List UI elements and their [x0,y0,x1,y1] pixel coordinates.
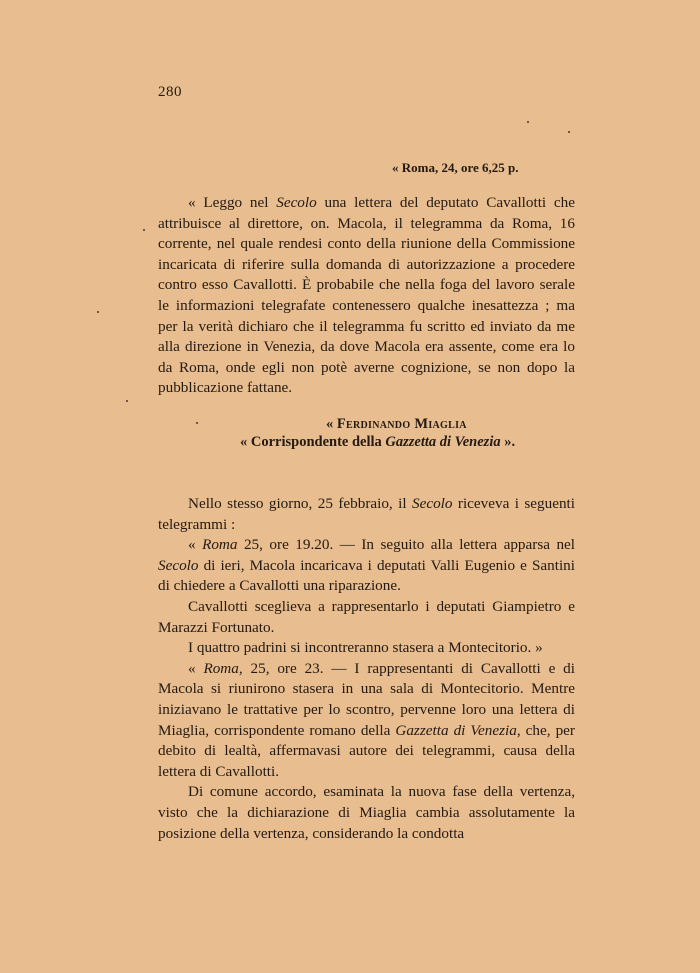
scan-speck [568,131,570,133]
letter-open: « Leggo nel [188,194,277,211]
paragraph-5 [158,659,575,783]
p1-before: Nello stesso giorno, 25 febbraio, il [188,495,412,512]
p5-after: , che, per debito di lealtà, affermavasi autore dei telegrammi, causa della lettera di Cavallotti. [158,721,575,780]
p5-gazzetta: Gazzetta di Venezia [395,721,517,739]
p2-after: di ieri, Macola incaricava i deputati Valli Eugenio e Santini di chiedere a Cavallotti una riparazione. [158,556,575,595]
p5-roma: Roma [203,659,239,677]
paragraph-4: I quattro padrini si incontreranno stasera a Montecitorio. » [188,639,543,657]
scan-speck [97,311,99,313]
scan-speck [527,121,529,123]
dateline: « Roma, 24, ore 6,25 p. [392,160,519,175]
page-number: 280 [158,84,182,100]
p5-mid: , 25, ore 23. — I rappresentanti di Cavallotti e di Macola si riunirono stasera in una sala di Montecitorio. Mentre iniziavano le trattative per lo scontro, pervenne loro una lettera di Miaglia, corrispondente romano della [158,659,575,739]
p2-secolo: Secolo [158,556,199,574]
signature-role-after: ». [500,434,516,450]
scan-speck [143,229,145,231]
letter-paragraph [158,193,575,399]
signature-prefix: « [326,416,337,432]
signature-name: Ferdinando Miaglia [336,416,467,432]
scan-speck [126,400,128,402]
letter-body: una lettera del deputato Cavallotti che attribuisce al direttore, on. Macola, il telegramma da Roma, 16 corrente, nel quale rendesi conto della riunione della Commissione incaricata di riferire sulla domanda di autorizzazione a procedere contro esso Cavallotti. È probabile che nella foga del lavoro serale le informazioni telegrafate contenessero qualche inesattezza ; ma per la verità dichiaro che il telegramma fu scritto ed inviato da me alla direzione in Venezia, da dove Macola era assente, come era lo da Roma, onde egli non potè averne cognizione, se non dopo la pubblicazione fattane. [158,194,575,397]
signature-name-line [326,416,467,433]
paragraph-6: Di comune accordo, esaminata la nuova fase della vertenza, visto che la dichiarazione di Miaglia cambia assolutamente la posizione della vertenza, considerando la condotta [158,783,575,842]
paragraph-1 [158,494,575,535]
p2-mid: 25, ore 19.20. — In seguito alla lettera apparsa nel [237,536,575,554]
paragraph-2 [158,535,575,597]
p2-roma: Roma [202,536,238,554]
quoted-letter [158,193,575,399]
p5-open: « [188,659,204,677]
signature-role-line [240,434,515,451]
paragraph-3: Cavallotti sceglieva a rappresentarlo i deputati Giampietro e Marazzi Fortunato. [158,597,575,636]
body-text [158,494,575,844]
p1-after: riceveva i seguenti telegrammi : [158,495,575,533]
scan-speck [196,422,198,424]
p1-italic: Secolo [412,495,453,512]
letter-secolo: Secolo [276,194,317,211]
p2-open: « [188,536,203,554]
signature-role-before: « Corrispondente della [240,434,386,450]
signature-role-italic: Gazzetta di Venezia [385,434,501,450]
